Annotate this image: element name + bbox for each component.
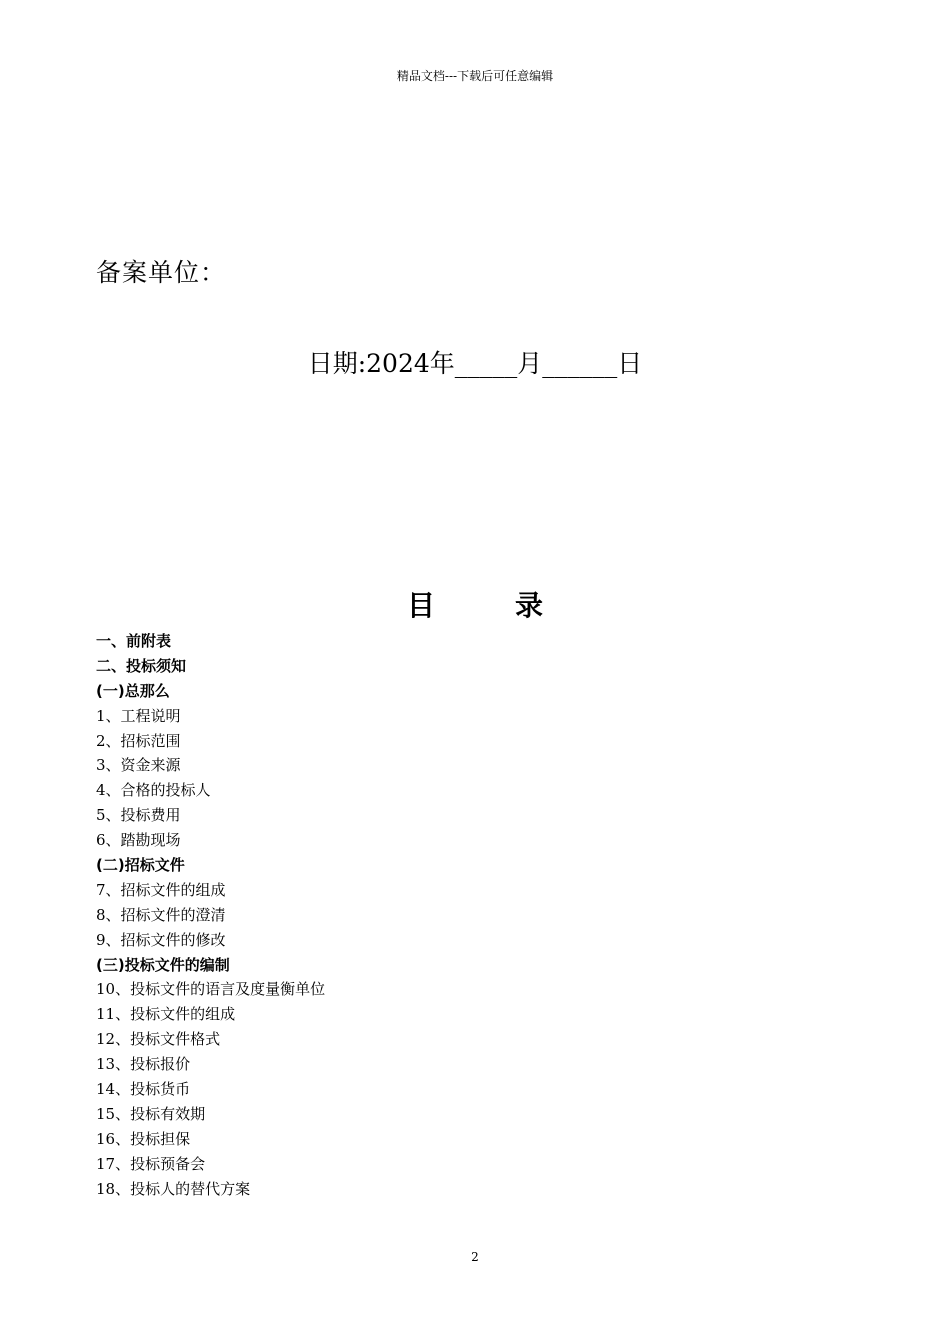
toc-item: 9、招标文件的修改 <box>96 930 226 949</box>
toc-item: (一)总那么 <box>96 681 170 700</box>
toc-item: 17、投标预备会 <box>96 1154 206 1173</box>
toc-item: 3、资金来源 <box>96 756 181 775</box>
toc-item: 10、投标文件的语言及度量衡单位 <box>96 980 326 999</box>
toc-item: 1、工程说明 <box>96 706 181 725</box>
toc-title-right: 录 <box>515 589 544 622</box>
date-line: 日期:2024年_____月______日 <box>307 349 643 378</box>
toc-item: 14、投标货币 <box>96 1080 191 1099</box>
toc-item: 13、投标报价 <box>96 1055 191 1074</box>
toc-title-left: 目 <box>406 589 435 622</box>
toc-item: (二)招标文件 <box>96 856 185 875</box>
filing-unit-label: 备案单位： <box>96 258 227 287</box>
page-header: 精品文档---下载后可任意编辑 <box>396 69 554 83</box>
toc-item: 一、前附表 <box>96 632 172 650</box>
toc-item: 4、合格的投标人 <box>96 781 211 800</box>
page-number: 2 <box>471 1250 479 1264</box>
toc-item: 18、投标人的替代方案 <box>96 1179 251 1198</box>
toc-item: 8、招标文件的澄清 <box>96 905 226 924</box>
toc-item: 11、投标文件的组成 <box>96 1005 236 1024</box>
toc-item: 15、投标有效期 <box>96 1104 206 1123</box>
toc-item: (三)投标文件的编制 <box>96 955 230 974</box>
toc-item: 7、招标文件的组成 <box>96 880 226 899</box>
toc-item: 5、投标费用 <box>96 806 181 825</box>
table-of-contents <box>96 629 325 1201</box>
toc-item: 12、投标文件格式 <box>96 1030 221 1049</box>
toc-title <box>0 588 950 624</box>
toc-item: 二、投标须知 <box>96 656 187 675</box>
toc-item: 2、招标范围 <box>96 731 181 750</box>
toc-item: 16、投标担保 <box>96 1129 191 1148</box>
toc-item: 6、踏勘现场 <box>96 831 181 850</box>
